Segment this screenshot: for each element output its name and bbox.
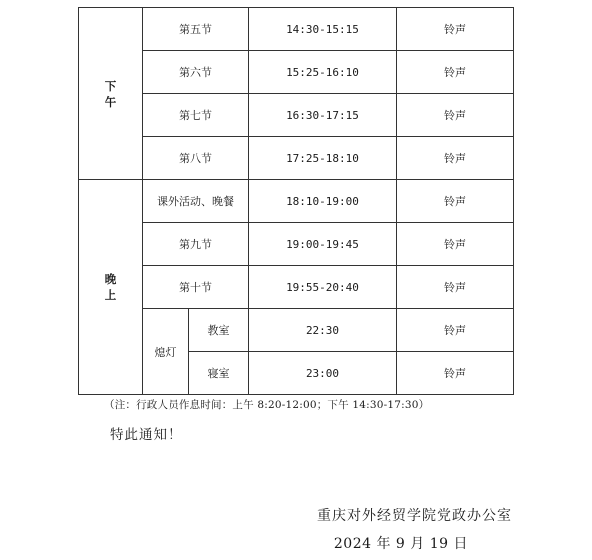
period-time: 15:25-16:10 (249, 51, 397, 94)
period-signal: 铃声 (397, 8, 514, 51)
schedule-table (78, 7, 514, 395)
table-row (79, 94, 514, 137)
evening-label-line2: 上 (104, 288, 117, 302)
table-row (79, 309, 514, 352)
evening-label (79, 180, 143, 395)
lights-out-time: 23:00 (249, 352, 397, 395)
period-time: 19:00-19:45 (249, 223, 397, 266)
afternoon-label-line2: 午 (104, 94, 117, 109)
afternoon-label-line1: 下 (104, 78, 117, 93)
period-time: 18:10-19:00 (249, 180, 397, 223)
table-row (79, 51, 514, 94)
period-name: 第七节 (143, 94, 249, 137)
period-signal: 铃声 (397, 51, 514, 94)
period-signal: 铃声 (397, 266, 514, 309)
period-time: 14:30-15:15 (249, 8, 397, 51)
issuing-office: 重庆对外经贸学院党政办公室 (317, 508, 512, 524)
period-name: 第五节 (143, 8, 249, 51)
lights-out-time: 22:30 (249, 309, 397, 352)
lights-out-place: 寝室 (189, 352, 249, 395)
period-name: 第九节 (143, 223, 249, 266)
lights-out-place: 教室 (189, 309, 249, 352)
notice-text: 特此通知！ (110, 427, 183, 443)
period-signal: 铃声 (397, 137, 514, 180)
period-time: 17:25-18:10 (249, 137, 397, 180)
lights-out-signal: 铃声 (397, 309, 514, 352)
lights-out-label: 熄灯 (143, 309, 189, 395)
period-name: 第十节 (143, 266, 249, 309)
period-name: 课外活动、晚餐 (143, 180, 249, 223)
afternoon-label (79, 8, 143, 180)
evening-label-line1: 晚 (104, 272, 117, 286)
period-time: 16:30-17:15 (249, 94, 397, 137)
period-name: 第八节 (143, 137, 249, 180)
staff-hours-note: （注：行政人员作息时间：上午 8:20-12:00；下午 14:30-17:30） (104, 399, 430, 411)
table-row (79, 8, 514, 51)
period-signal: 铃声 (397, 223, 514, 266)
issue-date: 2024 年 9 月 19 日 (333, 536, 468, 552)
period-time: 19:55-20:40 (249, 266, 397, 309)
period-signal: 铃声 (397, 180, 514, 223)
period-signal: 铃声 (397, 94, 514, 137)
table-row (79, 137, 514, 180)
table-row (79, 266, 514, 309)
lights-out-signal: 铃声 (397, 352, 514, 395)
period-name: 第六节 (143, 51, 249, 94)
table-row (79, 180, 514, 223)
table-row (79, 223, 514, 266)
